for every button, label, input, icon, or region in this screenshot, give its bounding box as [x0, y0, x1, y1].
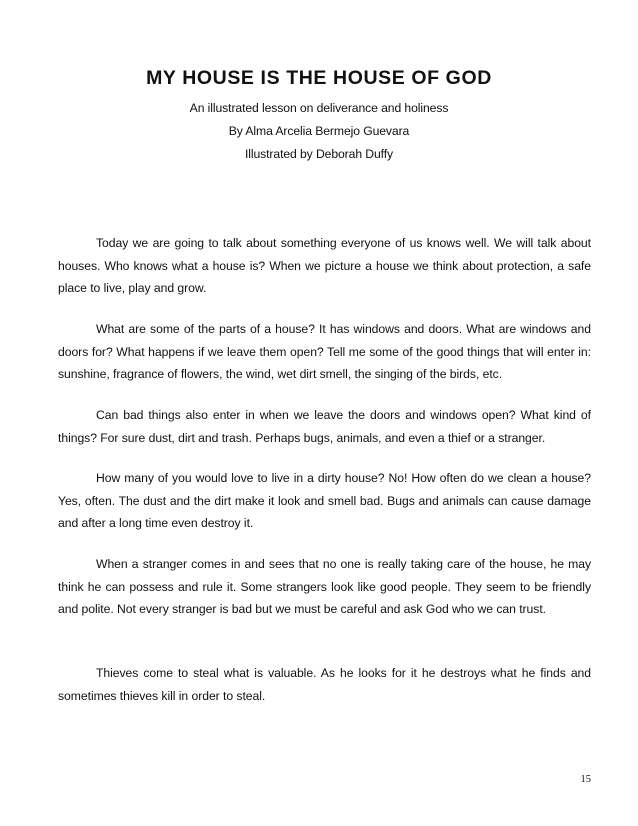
body-paragraph: What are some of the parts of a house? It has windows and doors. What are windows and doors for? What happens if we leave them open? Tell me some of the good things that will enter in: sunshine, fragrance of flowers, the wind, wet dirt smell, the singing of the birds, etc. — [58, 322, 591, 381]
body-paragraph: Today we are going to talk about something everyone of us knows well. We will talk about houses. Who knows what a house is? When we picture a house we think about protection, a safe place to live, play and grow. — [58, 236, 591, 295]
page-number: 15 — [580, 774, 591, 785]
body-paragraph: When a stranger comes in and sees that no one is really taking care of the house, he may think he can possess and rule it. Some strangers look like good people. They seem to be friendly and polite. Not every stranger is bad but we must be careful and ask God who we can trust. — [58, 557, 591, 616]
document-illustrator: Illustrated by Deborah Duffy — [244, 147, 394, 161]
body-paragraph: Can bad things also enter in when we leave the doors and windows open? What kind of things? For sure dust, dirt and trash. Perhaps bugs, animals, and even a thief or a stranger. — [58, 408, 591, 445]
body-paragraph: How many of you would love to live in a dirty house? No! How often do we clean a house? Yes, often. The dust and the dirt make it look and smell bad. Bugs and animals can cause damage and after a long time even destroy it. — [58, 471, 591, 530]
body-paragraph: Thieves come to steal what is valuable. As he looks for it he destroys what he finds and sometimes thieves kill in order to steal. — [58, 666, 591, 703]
document-title: MY HOUSE IS THE HOUSE OF GOD — [146, 67, 492, 89]
document-author: By Alma Arcelia Bermejo Guevara — [228, 124, 410, 138]
document-subtitle: An illustrated lesson on deliverance and holiness — [189, 101, 449, 115]
